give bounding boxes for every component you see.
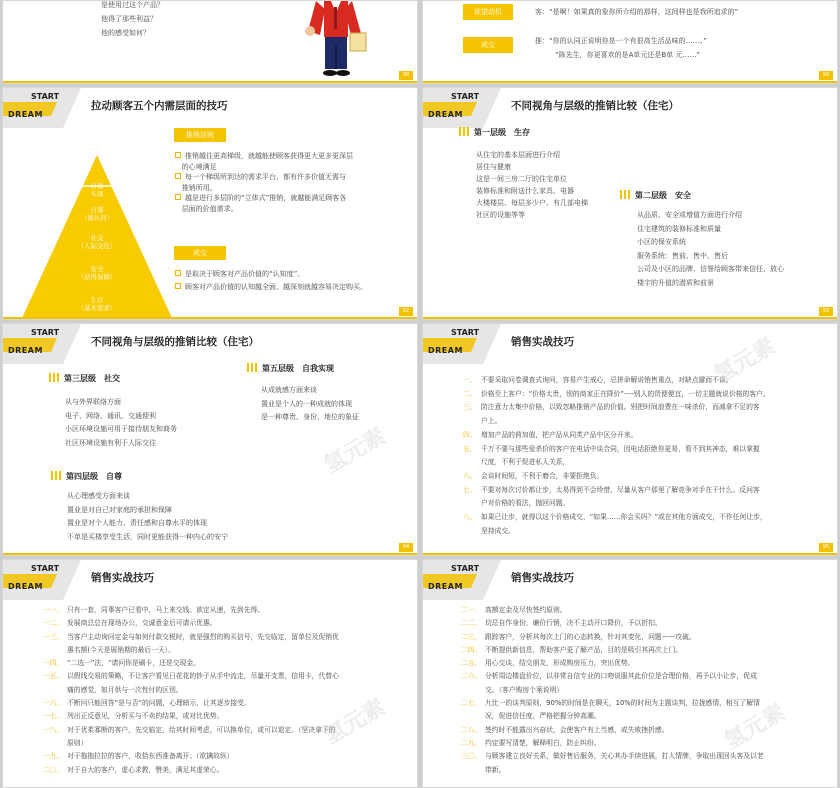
tip-line (463, 525, 770, 539)
sales-rule-list: 推销越往更高梯级，就越能使顾客获得更大更多更深层 的心境满足 每一个梯级所到达的需求平台，都有许多价值无需与 推销所用。 越是进行多层阶的“立体式”推销，就越能满足顾客各 层面的价值需求。 (175, 151, 353, 214)
tip-line (43, 670, 339, 683)
tip-line (461, 604, 764, 617)
bar-chart-icon (620, 190, 630, 199)
slide1-line: 是使用过这个产品？ (101, 1, 164, 9)
slide1-line: 他得了那些利益？ (101, 15, 157, 23)
bar-chart-icon (247, 363, 257, 372)
tip-number: 一八、 (43, 725, 64, 734)
tip-text: 签约时不能露出兴奋状，会使客户有上当感，或失败挫折感。 (485, 725, 669, 734)
tip-text: 不要采取问卷调查式询问，容易产生戒心，忌拼命解说销售重点，对缺点避而不谈。 (481, 376, 733, 384)
pyramid-label-self-actualization: 自我 实现 (90, 182, 104, 198)
slide-title: 销售实战技巧 (511, 336, 574, 348)
slide-title: 拉动顾客五个内需层面的技巧 (91, 100, 228, 112)
tip-number: 二四、 (461, 645, 482, 654)
tip-line (43, 724, 339, 737)
tip-line (43, 697, 339, 710)
tip-line (463, 511, 770, 525)
tip-text: 原则） (67, 738, 88, 747)
pyramid-label-safety: 安全 （获得保障） (77, 265, 117, 281)
slide-title: 销售实战技巧 (91, 572, 154, 584)
tip-text: 如果已让步，就得以这个价格成交，“如果……你会买吗？”或在其他方面成交，不作任何让步， (481, 513, 767, 522)
sales-tips-list (463, 374, 770, 538)
tip-text: 用心交谈，结交朋友，形成购房压力，突出优势。 (485, 659, 635, 668)
tip-number: 一九、 (43, 752, 64, 761)
slide-1 (2, 0, 418, 84)
tip-text: 列出正反意见，分析买与不卖的结果，或对比优势。 (67, 712, 224, 721)
tip-number: 二七、 (461, 699, 482, 708)
sales-tips-list (461, 604, 764, 777)
start-dream-logo: START DREAM (423, 324, 511, 364)
tip-line (43, 657, 339, 670)
deal-section-button: 成交 (174, 246, 226, 260)
watermark: 氢元素 (320, 423, 390, 479)
tip-text: 高额定金及尽快签约原则。 (485, 606, 567, 614)
level-4-heading: 第四层级 自尊 (51, 471, 122, 482)
level-4-list: 从心理感受方面来谈 置业是对自己对家庭的承担和保障 置业是对个人能力、责任感和自尊水平的体现 不单是买楼享受生活，同时更能获得一种内心的安宁 (67, 492, 228, 541)
tip-line (461, 617, 764, 630)
pyramid-label-survival: 生存 （基本需求） (77, 296, 117, 312)
tip-line (463, 470, 770, 484)
tip-number: 三、 (463, 403, 477, 412)
tip-line (461, 631, 764, 644)
tip-number: 一、 (463, 376, 477, 384)
tip-text: 切忌自作身份，廉价行销，决不主动开口降价，予以折扣。 (485, 619, 662, 628)
slide-bottom-bar (423, 553, 837, 555)
tip-number: 一七、 (43, 712, 64, 721)
tip-text: 千万不要与那些爱杀价的客户在电话中谈合同，因电话拒绝你更易，看不到其神态，难以掌握 (481, 444, 760, 453)
seller-quote-2: “陈先生，你更喜欢的是A单元还是B单 元……” (555, 51, 701, 59)
tip-number: 一四、 (43, 659, 64, 668)
slide-6 (422, 323, 838, 556)
tip-number: 一二、 (43, 619, 64, 628)
tip-line (43, 644, 339, 657)
watermark: 氢元素 (720, 699, 790, 755)
tip-line (461, 670, 764, 683)
desire-motive-button: 欲望动机 (463, 4, 513, 20)
level-1-heading: 第一层级 生存 (459, 127, 530, 138)
tip-number: 二五、 (461, 659, 482, 668)
tip-line (43, 737, 339, 750)
tip-text: 惠名额(今天是展销期的最后一天）。 (67, 645, 176, 654)
level-1-list: 从住宅的基本层面进行介绍 居住与健康 这是一间三房二厅的住宅单位 装修标准和附送什么家具、电器 大楼楼层、每层多少户、有几部电梯 社区的设施等等 (476, 151, 588, 219)
tip-line (461, 710, 764, 723)
tip-number: 四、 (463, 430, 477, 439)
slide-2 (422, 0, 838, 84)
bar-chart-icon (49, 373, 59, 382)
deal-list: 是取决于顾客对产品价值的“认知度”。 顾客对产品价值的认知越全面、越深刻就越容易决定购买。 (175, 268, 367, 294)
tip-number: 一三、 (43, 632, 64, 641)
slide-bottom-bar (3, 553, 417, 555)
tip-text: 尺度，不利于促进私人关系， (481, 458, 570, 467)
tip-text: 以假线交易的策略，不让客户看见日花花的钞子从手中流走，尽量开支票，信用卡，代替心 (67, 672, 339, 681)
tip-text: 当客户主动询问定金与如何付款交税时，就是强烈的购买信号，先交临定，留单位及促销优 (67, 632, 339, 641)
tip-text: 价格至上客户：“价格太贵，别的商家正在降价”----别人的货便便宜，一切主题就说价格的客户。 (481, 389, 770, 398)
tip-number: 五、 (463, 444, 477, 453)
tip-text: 只有一套，同事客户已看中，马上来交钱。欲定从速，先到先得。 (67, 606, 265, 614)
tip-line (463, 388, 770, 402)
seller-quote: 推：“你的认同正说明你是一个有很高生活品味的……。” (535, 37, 707, 45)
slide-title: 不同视角与层级的推销比较（住宅） (91, 336, 259, 348)
tip-number: 二一、 (461, 606, 482, 614)
slide-8 (422, 559, 838, 788)
start-dream-logo: START DREAM (3, 560, 91, 600)
tip-text: 九比一的谈判原则，90%的时间是在聊天，10%的时间为主题谈判，拉拢感情，相互了解情 (485, 699, 760, 708)
customer-quote: 客：“是啊！如果真的象你所介绍的那样，这间样也是我所追求的” (535, 8, 739, 16)
tip-line (43, 617, 339, 630)
level-3-heading: 第三层级 社交 (49, 373, 120, 384)
tip-text: 跟踪客户，分析其每次上门的心态转换，针对其变化，问题——攻破。 (485, 632, 696, 641)
slide-7 (2, 559, 418, 788)
tip-text: 户对价格的看法，抛回问题。 (481, 499, 570, 508)
tip-text: 不断提供新信息，帮助客户更了解产品，目的是吸引其再次上门。 (485, 645, 683, 654)
page-number: 99 (819, 71, 833, 80)
tip-text: 防注意力太集中价格，以致忽略推销产品的价值。别把时间浪费在一味杀价，而减拿不足的客 (481, 403, 760, 412)
tip-number: 二九、 (461, 738, 482, 747)
slide-title: 不同视角与层级的推销比较（住宅） (511, 100, 679, 112)
tip-number: 二〇、 (43, 765, 64, 774)
tip-text: 对于优柔寡断的客户，先交临定，给其时间考虑，可以换单位，或可以退定。（坚决拿下的 (67, 725, 336, 734)
tip-text: 约定要写清楚，解释明白，防止纠纷。 (485, 738, 601, 747)
tip-text: 户上。 (481, 417, 502, 426)
bar-chart-icon (51, 471, 61, 480)
deal-button: 成交 (463, 37, 513, 53)
watermark: 氢元素 (320, 694, 390, 750)
tip-line (43, 764, 339, 777)
level-5-heading: 第五层级 自我实现 (247, 363, 334, 374)
tip-line (43, 750, 339, 763)
slide-3 (2, 87, 418, 320)
tip-line (43, 710, 339, 723)
slide-bottom-bar (3, 81, 417, 83)
start-dream-logo: START DREAM (3, 324, 91, 364)
pyramid-label-esteem: 自尊 （被认同） (80, 206, 114, 222)
page-number: 95 (819, 543, 833, 552)
tip-text: 不断问只能回答“是与否”的问题，心理暗示，让其逐步接受。 (67, 699, 251, 708)
tip-line (461, 750, 764, 763)
tip-line (463, 415, 770, 429)
tip-text: 况，促进信任度，严格把握分钟高潮。 (485, 712, 601, 721)
level-2-list: 从品质、安全或增值方面进行介绍 住宅建筑的装修标准和质量 小区的保安系统 服务系统：售前、售中、售后 公司及小区的品牌、信誉给顾客带来信任、放心 楼宇的升值的潜质和前景 (637, 211, 784, 287)
tip-text: 增加产品的荷加值，把产品从同类产品中区分开来。 (481, 430, 638, 439)
tip-line (463, 401, 770, 415)
tip-number: 二八、 (461, 725, 482, 734)
tip-text: 坚持成交。 (481, 526, 515, 535)
tip-line (43, 631, 339, 644)
tip-text: 发展商总总在现场办公，交诚意金后可请示优惠。 (67, 619, 217, 628)
watermark: 氢元素 (710, 333, 780, 389)
page-number: 93 (819, 307, 833, 316)
tip-number: 七、 (463, 485, 477, 494)
presenter-figure-icon (298, 1, 378, 84)
tip-line (461, 657, 764, 670)
slide-bottom-bar (3, 317, 417, 319)
tip-text: “二选一”法，“请问你是刷卡，还是交现金。 (67, 659, 200, 668)
pyramid-label-social: 社交 （人际交往） (77, 234, 117, 250)
slide1-line: 他的感受如何？ (101, 29, 150, 37)
page-number: 94 (399, 543, 413, 552)
tip-line (463, 497, 770, 511)
tip-text: 不要对每次讨价都让步，太易得到不会珍惜，尽量从客户那里了解竞争对手在干什么。反问客 (481, 485, 760, 494)
tip-line (463, 456, 770, 470)
bar-chart-icon (459, 127, 469, 136)
tip-number: 二三、 (461, 632, 482, 641)
tip-number: 一六、 (43, 699, 64, 708)
tip-text: 对于拖拖拉拉的客户，收拾东西准备离开；（欲擒故纵） (67, 752, 234, 761)
tip-number: 二二、 (461, 619, 482, 628)
tip-number: 一五、 (43, 672, 64, 681)
slide-bottom-bar (423, 81, 837, 83)
start-dream-logo: START DREAM (3, 88, 91, 128)
tip-text: 痛的感觉，如月供与一次性付的区别。 (67, 685, 183, 694)
tip-line (463, 429, 770, 443)
tip-line (461, 764, 764, 777)
tip-line (43, 684, 339, 697)
tip-text: 分析周边楼盘价位，以非常自信专业的口吻说服其此价位是合理价格，再予以小让步，促成 (485, 672, 757, 681)
tip-number: 三〇、 (461, 752, 482, 761)
slide-title: 销售实战技巧 (511, 572, 574, 584)
level-3-list: 从与外界联络方面 电子、网络、通讯、交通便利 小区环境设施可用于接待朋友和商务 社区环境设施有利于人际交往 (65, 398, 177, 447)
tip-number: 二六、 (461, 672, 482, 681)
page-number: 98 (399, 71, 413, 80)
tip-line (461, 644, 764, 657)
tip-number: 二、 (463, 389, 477, 398)
start-dream-logo: START DREAM (423, 88, 511, 128)
level-2-heading: 第二层级 安全 (620, 190, 691, 201)
tip-line (461, 737, 764, 750)
slide-bottom-bar (423, 317, 837, 319)
start-dream-logo: START DREAM (423, 560, 511, 600)
tip-line (43, 604, 339, 617)
sales-rule-button: 推销法则 (174, 128, 226, 142)
sales-tips-list (43, 604, 339, 777)
tip-number: 六、 (463, 471, 477, 480)
tip-text: 会谈时间短，不利于磨合，非要拒绝负。 (481, 471, 604, 480)
page-number: 92 (399, 307, 413, 316)
tip-text: 对于自大的客户，虚心求教，赞美，满足其虚荣心。 (67, 765, 224, 774)
slide-4 (422, 87, 838, 320)
level-5-list: 从成就感方面来谈 置业是个人的一种成就的体现 是一种尊贵、身份、地位的象征 (261, 386, 359, 421)
tip-text: 带新。 (485, 765, 506, 774)
tip-text: 与顾客建立良好关系，做好售后服务，关心其办手续进展，打人情牌，争取出现回头客及以老 (485, 752, 764, 761)
tip-line (463, 443, 770, 457)
tip-line (463, 484, 770, 498)
tip-line (461, 684, 764, 697)
tip-text: 交。（客户购房个案说明） (485, 685, 564, 694)
slide-5 (2, 323, 418, 556)
tip-number: 八、 (463, 513, 477, 522)
tip-number: 一一、 (43, 606, 64, 614)
tip-line (461, 697, 764, 710)
